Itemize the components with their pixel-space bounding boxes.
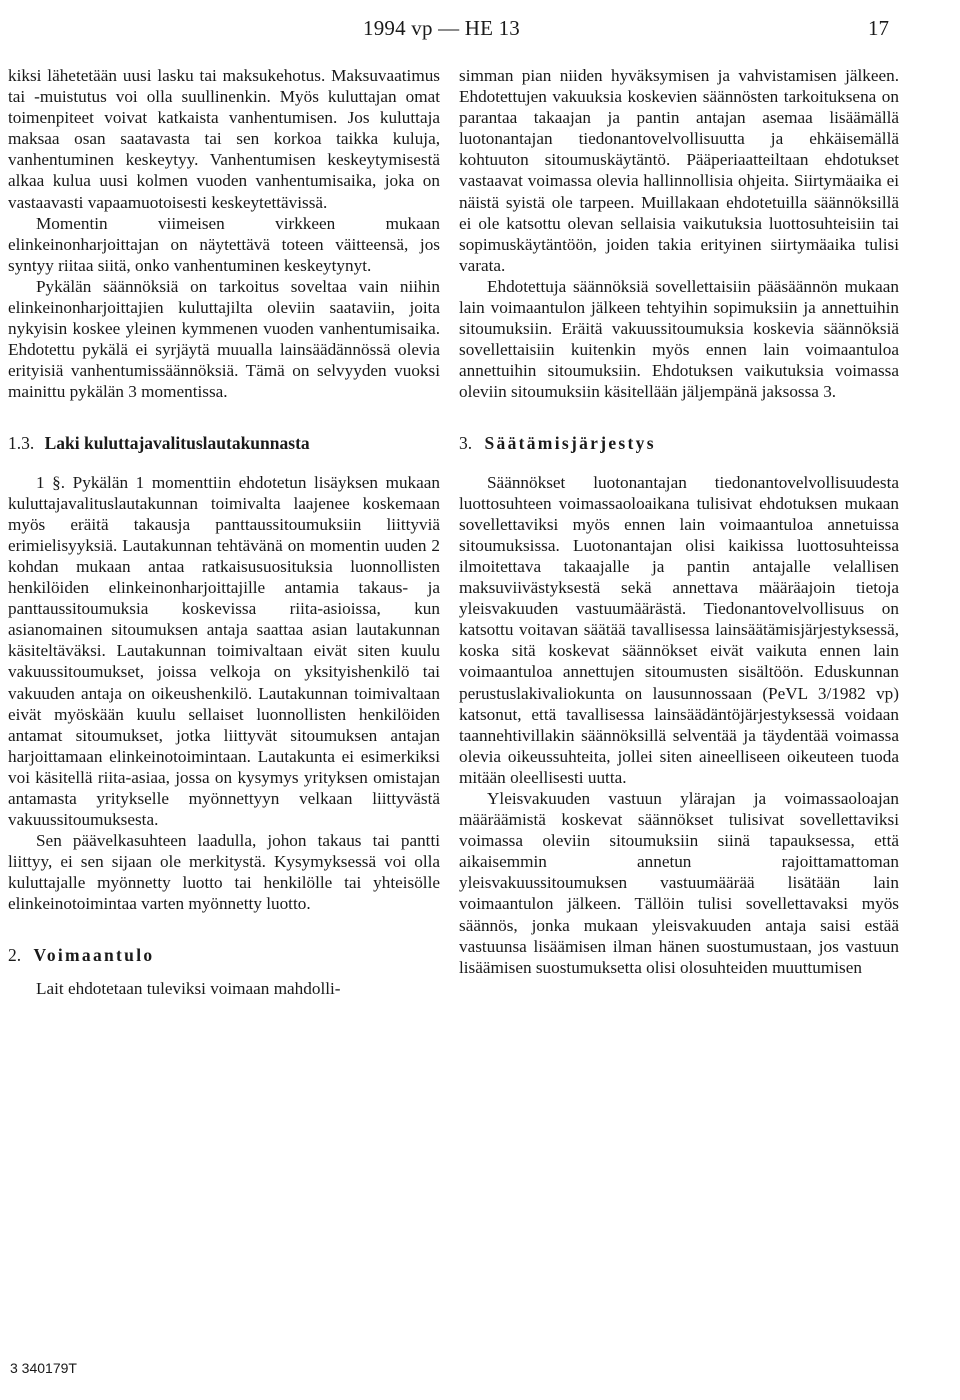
section-title: Voimaantulo	[33, 944, 155, 965]
section-number: 3.	[459, 432, 473, 453]
page-number: 17	[868, 16, 889, 40]
section-heading-2	[8, 945, 440, 966]
section-title: Laki kuluttajavalituslautakunnasta	[44, 432, 310, 453]
section-number: 2.	[8, 944, 22, 965]
section-heading-3	[459, 433, 899, 454]
running-title: 1994 vp — HE 13	[363, 16, 520, 40]
paragraph: Sen päävelkasuhteen laadulla, johon takaus tai pantti liittyy, ei sen sijaan ole merkitystä. Kysymyksessä voi olla kuluttajalle myönnetty luotto tai henkilölle tai yhteisölle elinkeinotoimintaa varten myönnetty luotto.	[8, 831, 440, 914]
paragraph: kiksi lähetetään uusi lasku tai maksukehotus. Maksuvaatimus tai -muistutus voi olla suullinenkin. Myös kuluttajan omat toimenpiteet voivat katkaista vanhentumisen. Jos kuluttaja maksaa osan saatavasta tai sen korkoa taikka kuluja, vanhentuminen keskeytyy. Vanhentumisen keskeytymisestä alkaa kulua uusi kolmen vuoden vanhentumisaika, joka on vastaavasti vapaamuotoisesti keskeytettävissä.	[8, 66, 440, 212]
section-number: 1.3.	[8, 432, 35, 453]
section-heading-1-3	[8, 433, 440, 454]
right-column	[459, 65, 899, 978]
paragraph: Ehdotettuja säännöksiä sovellettaisiin pääsäännön mukaan lain voimaantulon jälkeen tehtyihin sopimuksiin ja annettuihin sitoumuksiin. Eräitä vakuussitoumuksia koskevia säännöksiä sovellettaisiin kuitenkin myös ennen lain voimaantuloa annettuihin sitoumuksiin. Ehdotuksen vaikutuksia voimassa oleviin sitoumuksiin käsitellään jäljempänä jaksossa 3.	[459, 276, 899, 402]
paragraph: Momentin viimeisen virkkeen mukaan elinkeinonharjoittajan on näytettävä toteen väitteensä, jos syntyy riitaa siitä, onko vanhentuminen keskeytynyt.	[8, 213, 440, 275]
page-header	[0, 10, 960, 46]
paragraph: Pykälän säännöksiä on tarkoitus soveltaa vain niihin elinkeinonharjoittajien kuluttajilta oleviin saataviin, joita nykyisin koskee yleinen kymmenen vuoden vanhentumisaika. Ehdotettu pykälä ei syrjäytä muualla lainsäädännössä olevia erityisiä vanhentumissäännöksiä. Tämä on selvyyden vuoksi mainittu pykälän 3 momentissa.	[8, 276, 440, 402]
paragraph: Säännökset luotonantajan tiedonantovelvollisuudesta luottosuhteen voimassaoloaikana tulisivat ehdotuksen mukaan sovellettaviksi myös ennen lain voimaantuloa annetuissa sitoumuksissa. Luotonantajan olisi kaikissa luottosuhteissa ilmoitettava takaajalle ja pantin antajalle velallisen maksuviivästyksestä sekä annettava määräajoin tietoja yleisvakuuden vastuumäärästä. Tiedonantovelvollisuus on katsottu voitavan säätää tavallisessa lainsäätämisjärjestyksessä, koska sitä koskevat säännökset eivät vaikuta ennen lain voimaantuloa annettujen sitoumusten sisältöön. Eduskunnan perustuslakivaliokunta on lausunnossaan (PeVL 3/1982 vp) katsonut, että tavallisessa lainsäädäntöjärjestyksessä voidaan taannehtivillakin säännöksillä selventää ja täydentää voimassa olevia oikeussuhteita, jollei siten aineelliseen oikeuteen tuoda mitään oleellisesti uutta.	[459, 472, 899, 787]
left-column	[8, 65, 440, 999]
paragraph: Lait ehdotetaan tuleviksi voimaan mahdolli-	[36, 978, 341, 998]
section-title: Säätämisjärjestys	[484, 432, 656, 453]
paragraph: Yleisvakuuden vastuun ylärajan ja voimassaoloajan määräämistä koskevat säännökset tulisivat sovellettaviksi voimassa oleviin sitoumuksiin siinä tapauksessa, että aikaisemmin annetun rajoittamattoman yleisvakuussitoumuksen vastuumäärää lisätään lain voimaantulon jälkeen. Tällöin tulisi sovellettavaksi myös säännös, jonka mukaan yleisvakuuden antaja saisi estää vastuunsa lisäämisen ilman hänen suostumustaan, jos vastuun lisäämisen suostumuksetta olisi olosuhteiden muuttumisen	[459, 789, 899, 977]
paragraph: simman pian niiden hyväksymisen ja vahvistamisen jälkeen. Ehdotettujen vakuuksia koskevien säännösten tarkoituksena on parantaa takaajan ja pantin antajan asemaa lisäämällä luotonantajan tiedonantovelvollisuutta ja ehkäisemällä kohtuuton sitoumuskäytäntö. Pääperiaatteiltaan ehdotukset vastaavat voimassa olevia hallinnollisia ohjeita. Siirtymäaika ei näistä syistä ole tarpeen. Muillakaan ehdotetuilla säännöksillä ei ole katsottu olevan sellaisia vaikutuksia luottosuhteisiin tai sopimuskäytäntöön, joiden takia erityinen siirtymäaika tulisi varata.	[459, 66, 899, 275]
print-code: 3 340179T	[10, 1360, 77, 1376]
paragraph: 1 §. Pykälän 1 momenttiin ehdotetun lisäyksen mukaan kuluttajavalituslautakunnan toimivalta laajenee koskemaan myös eräitä takausja panttaussitoumuksiin liittyviä erimielisyyksiä. Lautakunnan tehtävänä on momentin uuden 2 kohdan mukaan antaa ratkaisusuosituksia luonnollisten henkilöiden elinkeinonharjoittajille antamia takaus- ja panttaussitoumuksia koskevissa riita-asioissa, kun asianomainen sitoumuksen antaja saattaa asian lautakunnan käsiteltäväksi. Lautakunnan toimivaltaan eivät siten kuulu vakuussitoumukset, joissa velkoja on yksityishenkilö tai vakuuden antaja on oikeushenkilö. Lautakunnan toimivaltaan eivät myöskään kuulu sellaiset luonnollisten henkilöiden antamat sitoumukset, jotka liittyvät sitoumuksen antajan harjoittamaan elinkeinotoimintaan. Lautakunta ei esimerkiksi voi käsitellä riita-asiaa, jossa on kysymys yrityksen omistajan antamasta yritykselle myönnettyyn velkaan liittyvästä vakuussitoumuksesta.	[8, 472, 440, 830]
